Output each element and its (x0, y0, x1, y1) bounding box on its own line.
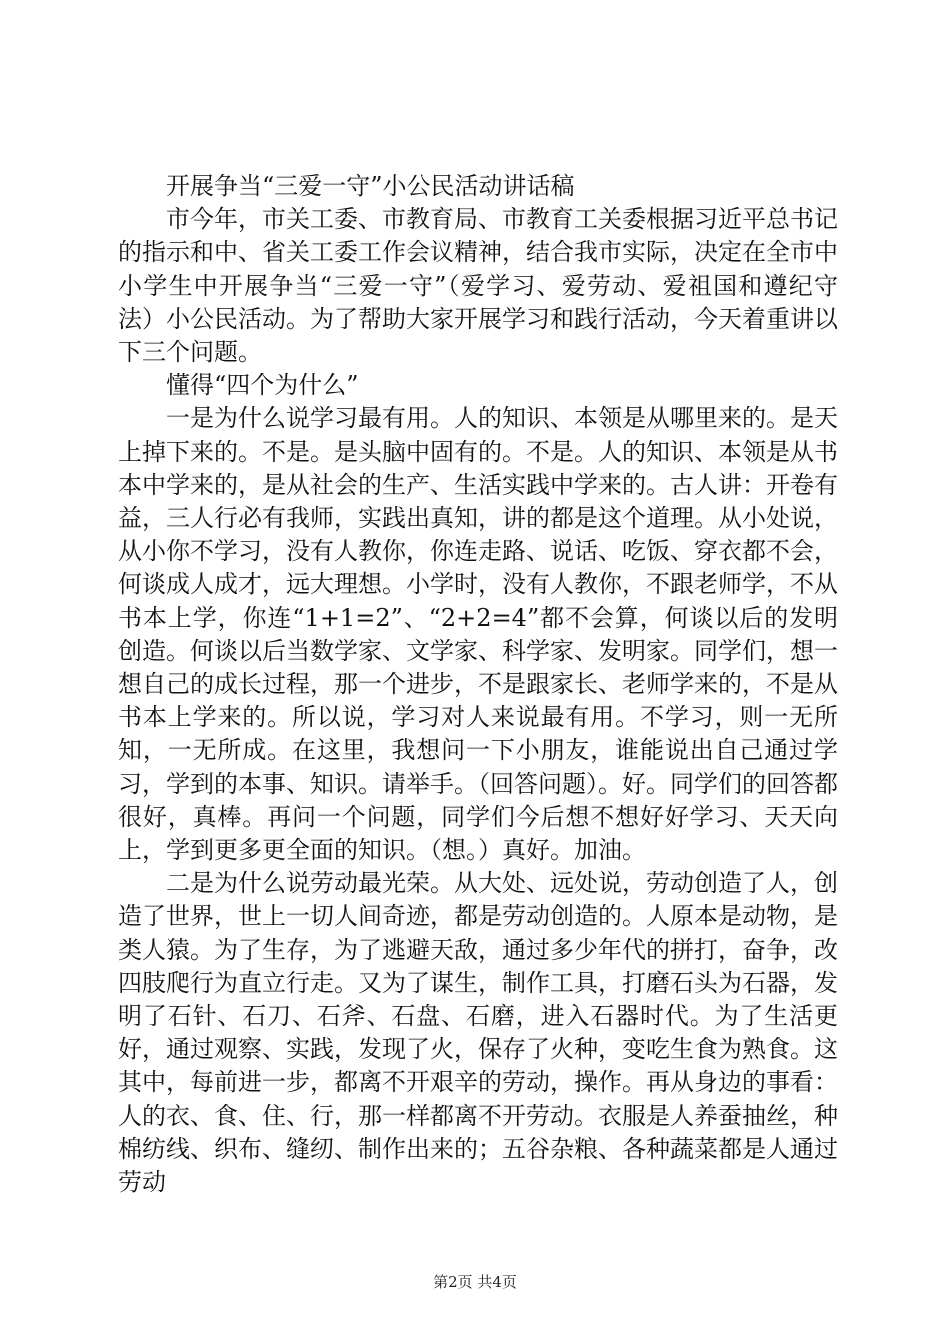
document-title: 开展争当“三爱一守”小公民活动讲话稿 (166, 172, 575, 200)
section-heading: 懂得“四个为什么” (166, 371, 359, 400)
page-footer: 第2页 共4页 (433, 1273, 517, 1291)
paragraph-study: 一是为什么说学习最有用。人的知识、本领是从哪里来的。是天上掉下来的。不是。是头脑中固有的。不是。人的知识、本领是从书本中学来的，是从社会的生产、生活实践中学来的。古人讲：开卷有益，三人行必有我师，实践出真知，讲的都是这个道理。从小处说，从小你不学习，没有人教你，你连走路、说话、吃饭、穿衣都不会，何谈成人成才，远大理想。小学时，没有人教你，不跟老师学，不从书本上学，你连“1+1=2”、“2+2=4”都不会算，何谈以后的发明创造。何谈以后当数学家、文学家、科学家、发明家。同学们，想一想自己的成长过程，那一个进步，不是跟家长、老师学来的，不是从书本上学来的。所以说，学习对人来说最有用。不学习，则一无所知，一无所成。在这里，我想问一下小朋友，谁能说出自己通过学习，学到的本事、知识。请举手。（回答问题）。好。同学们的回答都很好，真棒。再问一个问题，同学们今后想不想好好学习、天天向上，学到更多更全面的知识。（想。）真好。加油。 (118, 404, 838, 865)
paragraph-labor: 二是为什么说劳动最光荣。从大处、远处说，劳动创造了人，创造了世界，世上一切人间奇迹，都是劳动创造的。人原本是动物，是类人猿。为了生存，为了逃避天敌，通过多少年代的拼打，奋争，改四肢爬行为直立行走。又为了谋生，制作工具，打磨石头为石器，发明了石针、石刀、石斧、石盘、石磨，进入石器时代。为了生活更好，通过观察、实践，发现了火，保存了火种，变吃生食为熟食。这其中，每前进一步，都离不开艰辛的劳动，操作。再从身边的事看：人的衣、食、住、行，那一样都离不开劳动。衣服是人养蚕抽丝，种棉纺线、织布、缝纫、制作出来的；五谷杂粮、各种蔬菜都是人通过劳动 (118, 869, 838, 1197)
paragraph-intro: 市今年，市关工委、市教育局、市教育工关委根据习近平总书记的指示和中、省关工委工作会议精神，结合我市实际，决定在全市中小学生中开展争当“三爱一守”（爱学习、爱劳动、爱祖国和遵纪守法）小公民活动。为了帮助大家开展学习和践行活动，今天着重讲以下三个问题。 (118, 205, 838, 367)
document-body (118, 170, 838, 1199)
